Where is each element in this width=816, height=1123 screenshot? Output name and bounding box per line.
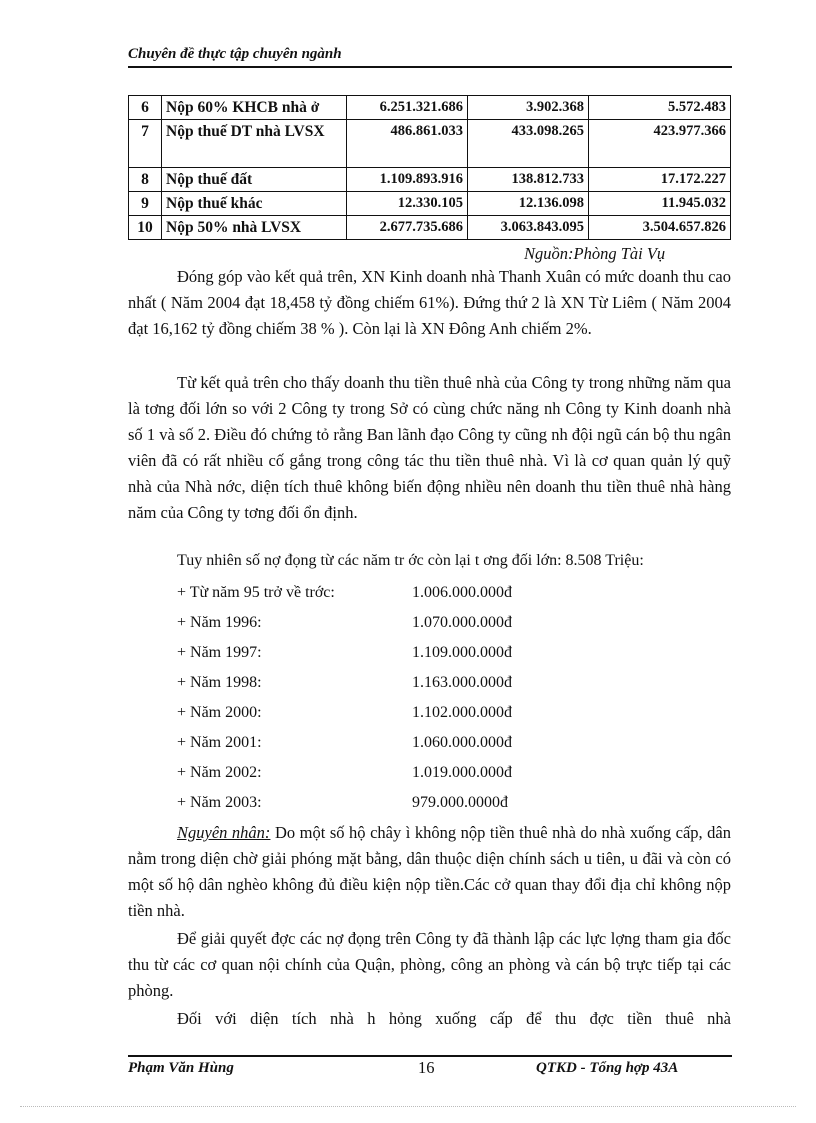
debt-amount: 979.000.0000đ bbox=[412, 794, 508, 811]
debt-label: + Năm 2002: bbox=[177, 764, 262, 781]
footer-author: Phạm Văn Hùng bbox=[128, 1060, 234, 1076]
value-col-2: 138.812.733 bbox=[468, 168, 589, 192]
debt-amount: 1.109.000.000đ bbox=[412, 644, 512, 661]
paragraph-continued bbox=[128, 1006, 731, 1032]
row-label: Nộp 60% KHCB nhà ở bbox=[162, 96, 347, 120]
value-col-3: 17.172.227 bbox=[589, 168, 731, 192]
value-col-1: 6.251.321.686 bbox=[347, 96, 468, 120]
value-col-3: 423.977.366 bbox=[589, 120, 731, 168]
debt-item bbox=[177, 614, 512, 632]
paragraph-text: Từ kết quả trên cho thấy doanh thu tiền thuê nhà của Công ty trong những năm qua là tơng đối lớn so với 2 Công ty trong Sở có cùng chức năng nh Công ty Kinh doanh nhà số 1 và số 2. Điều đó chứng tỏ rằng Ban lãnh đạo Công ty cũng nh đội ngũ cán bộ thu ngân viên đã có rất nhiều cố gắng trong công tác thu tiền thuê nhà. Vì là cơ quan quản lý quỹ nhà của Nhà nớc, diện tích thuê không biến động nhiều nên doanh thu tiền thuê nhà hàng năm của Công ty tơng đối ổn định. bbox=[128, 373, 731, 522]
value-col-2: 3.902.368 bbox=[468, 96, 589, 120]
debt-item bbox=[177, 704, 512, 722]
debt-item bbox=[177, 584, 512, 602]
debt-intro: Tuy nhiên số nợ đọng từ các năm tr ớc còn lại t ơng đối lớn: 8.508 Triệu: bbox=[177, 552, 644, 569]
paragraph-solution bbox=[128, 926, 731, 1004]
value-col-1: 12.330.105 bbox=[347, 192, 468, 216]
debt-label: + Năm 2000: bbox=[177, 704, 262, 721]
row-label: Nộp thuế đất bbox=[162, 168, 347, 192]
table-row bbox=[129, 216, 731, 240]
value-col-3: 5.572.483 bbox=[589, 96, 731, 120]
debt-amount: 1.163.000.000đ bbox=[412, 674, 512, 691]
cause-label: Nguyên nhân: bbox=[177, 823, 271, 842]
table-row bbox=[129, 120, 731, 168]
value-col-1: 1.109.893.916 bbox=[347, 168, 468, 192]
table-row bbox=[129, 96, 731, 120]
row-number: 9 bbox=[129, 192, 162, 216]
page-bottom-border bbox=[20, 1106, 796, 1107]
row-number: 6 bbox=[129, 96, 162, 120]
value-col-1: 486.861.033 bbox=[347, 120, 468, 168]
value-col-3: 3.504.657.826 bbox=[589, 216, 731, 240]
header-rule bbox=[128, 66, 732, 68]
row-number: 7 bbox=[129, 120, 162, 168]
paragraph-contribution bbox=[128, 264, 731, 342]
debt-item bbox=[177, 734, 512, 752]
debt-amount: 1.070.000.000đ bbox=[412, 614, 512, 631]
row-label: Nộp 50% nhà LVSX bbox=[162, 216, 347, 240]
row-label: Nộp thuế khác bbox=[162, 192, 347, 216]
table-row bbox=[129, 168, 731, 192]
debt-item bbox=[177, 764, 512, 782]
debt-amount: 1.060.000.000đ bbox=[412, 734, 512, 751]
debt-label: + Năm 1998: bbox=[177, 674, 262, 691]
debt-label: + Từ năm 95 trở về trớc: bbox=[177, 584, 335, 601]
debt-item bbox=[177, 794, 508, 812]
debt-item bbox=[177, 674, 512, 692]
footer-class: QTKD - Tổng hợp 43A bbox=[536, 1060, 679, 1076]
paragraph-text: Để giải quyết đợc các nợ đọng trên Công ty đã thành lập các lực lợng tham gia đốc thu từ các cơ quan nội chính của Quận, phòng, công an phòng và cán bộ trực tiếp tại các phòng. bbox=[128, 929, 731, 1000]
debt-item bbox=[177, 644, 512, 662]
debt-label: + Năm 1996: bbox=[177, 614, 262, 631]
debt-amount: 1.102.000.000đ bbox=[412, 704, 512, 721]
value-col-1: 2.677.735.686 bbox=[347, 216, 468, 240]
table-source-note: Nguồn:Phòng Tài Vụ bbox=[524, 244, 666, 263]
debt-label: + Năm 2003: bbox=[177, 794, 262, 811]
page-header-title: Chuyên đề thực tập chuyên ngành bbox=[128, 46, 342, 62]
row-label: Nộp thuế DT nhà LVSX bbox=[162, 120, 347, 168]
paragraph-revenue-analysis bbox=[128, 370, 731, 526]
paragraph-text: Đóng góp vào kết quả trên, XN Kinh doanh nhà Thanh Xuân có mức doanh thu cao nhất ( Năm 2004 đạt 18,458 tỷ đồng chiếm 61%). Đứng thứ 2 là XN Từ Liêm ( Năm 2004 đạt 16,162 tỷ đồng chiếm 38 % ). Còn lại là XN Đông Anh chiếm 2%. bbox=[128, 267, 731, 338]
page-number: 16 bbox=[418, 1058, 435, 1077]
paragraph-text: Do một số hộ chây ì không nộp tiền thuê nhà do nhà xuống cấp, dân nằm trong diện chờ giải phóng mặt bằng, dân thuộc diện chính sách u tiên, u đãi và còn có một số hộ dân nghèo không đủ điều kiện nộp tiền.Các cở quan thay đổi địa chỉ không nộp tiền nhà. bbox=[128, 823, 731, 920]
value-col-2: 433.098.265 bbox=[468, 120, 589, 168]
row-number: 8 bbox=[129, 168, 162, 192]
value-col-2: 3.063.843.095 bbox=[468, 216, 589, 240]
value-col-3: 11.945.032 bbox=[589, 192, 731, 216]
revenue-table bbox=[128, 95, 731, 240]
paragraph-cause bbox=[128, 820, 731, 924]
value-col-2: 12.136.098 bbox=[468, 192, 589, 216]
debt-label: + Năm 2001: bbox=[177, 734, 262, 751]
paragraph-text: Đối với diện tích nhà h hỏng xuống cấp để thu đợc tiền thuê nhà bbox=[177, 1009, 731, 1028]
table-row bbox=[129, 192, 731, 216]
debt-label: + Năm 1997: bbox=[177, 644, 262, 661]
footer-rule bbox=[128, 1055, 732, 1057]
debt-amount: 1.019.000.000đ bbox=[412, 764, 512, 781]
row-number: 10 bbox=[129, 216, 162, 240]
debt-amount: 1.006.000.000đ bbox=[412, 584, 512, 601]
